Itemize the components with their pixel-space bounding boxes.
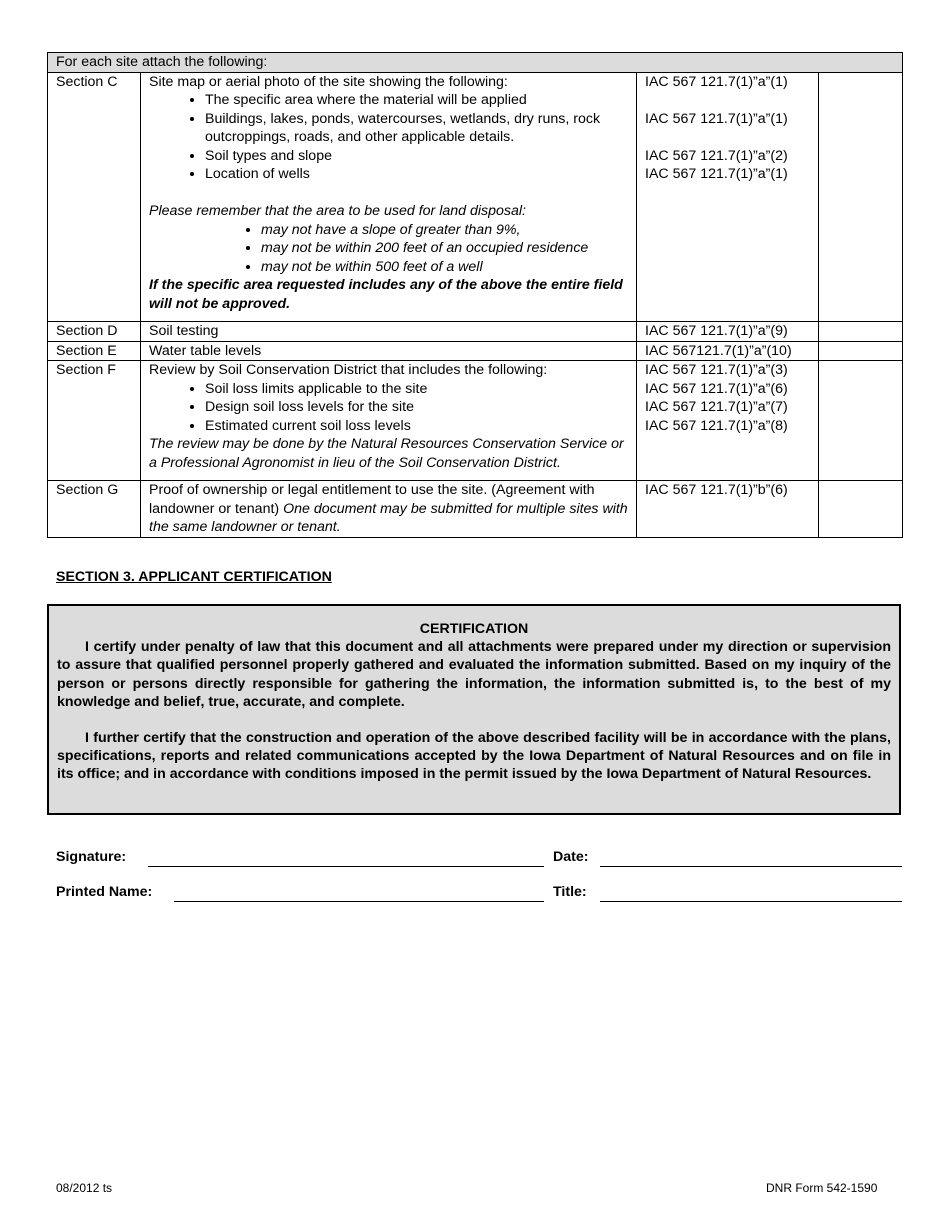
list-item: • Soil types and slope xyxy=(205,147,628,166)
table-row-section-c xyxy=(48,72,903,322)
list-item: • Estimated current soil loss levels xyxy=(205,417,628,436)
section-e-blank-cell xyxy=(819,341,903,361)
section-c-ref-2: IAC 567 121.7(1)”a”(1) xyxy=(645,110,788,127)
section-f-ref-3: IAC 567 121.7(1)”a”(7) xyxy=(645,399,788,415)
section-f-ref-4: IAC 567 121.7(1)”a”(8) xyxy=(645,417,788,434)
table-row-section-g xyxy=(48,481,903,538)
signature-field[interactable] xyxy=(148,866,544,867)
section-d-blank-cell xyxy=(819,322,903,342)
section-c-note-bullets xyxy=(149,221,628,277)
section-f-ref-2: IAC 567 121.7(1)”a”(6) xyxy=(645,380,788,397)
list-item: • Location of wells xyxy=(205,165,628,184)
list-item: • Soil loss limits applicable to the site xyxy=(205,380,628,399)
list-item: • Buildings, lakes, ponds, watercourses, wetlands, dry runs, rock outcroppings, roads, and other applicable details. xyxy=(205,110,628,147)
printed-name-field[interactable] xyxy=(174,901,544,902)
table-header: For each site attach the following: xyxy=(48,53,903,73)
section-g-note: One document may be submitted for multiple sites with the same landowner or tenant. xyxy=(149,500,628,535)
table-row-section-f xyxy=(48,361,903,481)
date-field[interactable] xyxy=(600,866,902,867)
section-f-note: The review may be done by the Natural Resources Conservation Service or a Professional Agronomist in lieu of the Soil Conservation District. xyxy=(149,436,624,471)
section-c-ref-4: IAC 567 121.7(1)”a”(1) xyxy=(645,166,788,182)
section-c-intro: Site map or aerial photo of the site showing the following: xyxy=(149,73,508,90)
section-c-warning: If the specific area requested includes any of the above the entire field will not be approved. xyxy=(149,277,623,312)
section-e-label: Section E xyxy=(48,341,141,361)
section-3-heading: SECTION 3. APPLICANT CERTIFICATION xyxy=(56,569,332,585)
section-f-intro: Review by Soil Conservation District that includes the following: xyxy=(149,362,548,378)
table-row-section-e xyxy=(48,341,903,361)
section-g-label: Section G xyxy=(48,481,141,538)
certification-title: CERTIFICATION xyxy=(419,621,529,637)
section-g-ref: IAC 567 121.7(1)”b”(6) xyxy=(645,482,788,498)
section-e-ref: IAC 567121.7(1)”a”(10) xyxy=(645,342,792,359)
section-c-blank-cell xyxy=(819,72,903,322)
section-c-bullets xyxy=(149,91,628,184)
section-c-ref-1: IAC 567 121.7(1)”a”(1) xyxy=(645,73,788,90)
section-e-text: Water table levels xyxy=(141,341,637,361)
printed-name-label: Printed Name: xyxy=(56,884,153,900)
site-attachments-table xyxy=(47,52,903,538)
section-g-text: Proof of ownership or legal entitlement to use the site. (Agreement with landowner or tenant) xyxy=(149,482,595,517)
section-f-blank-cell xyxy=(819,361,903,481)
signature-label: Signature: xyxy=(56,849,127,865)
section-c-note-intro: Please remember that the area to be used for land disposal: xyxy=(149,203,526,219)
list-item: • Design soil loss levels for the site xyxy=(205,398,628,417)
section-f-ref-1: IAC 567 121.7(1)”a”(3) xyxy=(645,362,788,378)
section-d-ref: IAC 567 121.7(1)”a”(9) xyxy=(645,323,788,339)
date-label: Date: xyxy=(553,849,589,865)
section-c-label: Section C xyxy=(48,72,141,322)
section-f-label: Section F xyxy=(48,361,141,481)
list-item: • The specific area where the material will be applied xyxy=(205,91,628,110)
list-item: • may not have a slope of greater than 9%, xyxy=(261,221,628,240)
title-field[interactable] xyxy=(600,901,902,902)
list-item: • may not be within 500 feet of a well xyxy=(261,258,628,277)
table-row-section-d xyxy=(48,322,903,342)
section-f-bullets xyxy=(149,380,628,436)
footer-date-code: 08/2012 ts xyxy=(56,1181,113,1195)
certification-paragraph-2: I further certify that the construction and operation of the above described facility will be in accordance with the plans, specifications, reports and related communications accepted by the Iowa Department of Natural Resources and on file in its office; and in accordance with conditions imposed in the permit issued by the Iowa Department of Natural Resources. xyxy=(57,730,891,783)
section-d-label: Section D xyxy=(48,322,141,342)
list-item: • may not be within 200 feet of an occupied residence xyxy=(261,239,628,258)
certification-box xyxy=(47,604,901,815)
certification-paragraph-1: I certify under penalty of law that this document and all attachments were prepared under my direction or supervision to assure that qualified personnel properly gathered and evaluated the information submitted. Based on my inquiry of the person or persons directly responsible for gathering the information, the information submitted is, to the best of my knowledge and belief, true, accurate, and complete. xyxy=(57,639,891,710)
section-g-blank-cell xyxy=(819,481,903,538)
section-d-text: Soil testing xyxy=(141,322,637,342)
footer-form-number: DNR Form 542-1590 xyxy=(766,1181,878,1195)
section-c-ref-3: IAC 567 121.7(1)”a”(2) xyxy=(645,147,788,164)
title-label: Title: xyxy=(553,884,587,900)
